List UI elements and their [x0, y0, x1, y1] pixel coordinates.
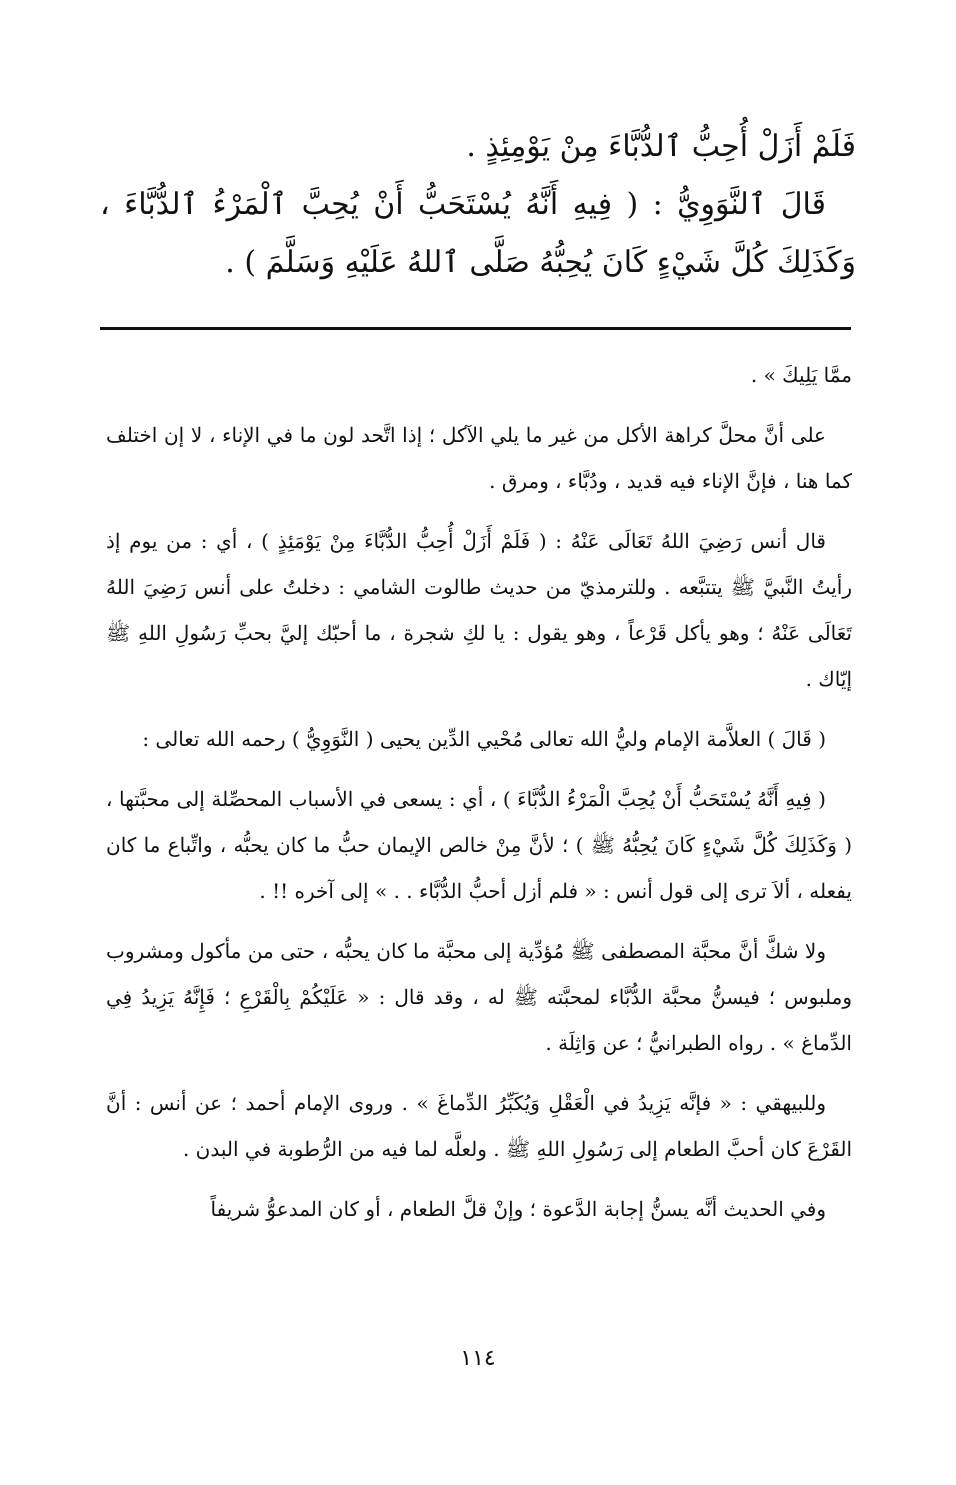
commentary-paragraph-4: ( قَالَ ) العلاَّمة الإمام وليُّ الله تعالى مُحْيي الدِّين يحيى ( النَّوَوِيُّ ) رحمه الله تعالى :: [142, 727, 826, 751]
commentary-paragraph-1: ممَّا يَلِيكَ » .: [750, 363, 852, 387]
section-divider: [100, 327, 851, 330]
matn-paragraph-2: قَالَ ٱلنَّوَوِيُّ : ( فِيهِ أَنَّهُ يُسْتَحَبُّ أَنْ يُحِبَّ ٱلْمَرْءُ ٱلدُّبَّاءَ ، وَكَذَلِكَ كُلَّ شَيْءٍ كَانَ يُحِبُّهُ صَلَّى ٱللهُ عَلَيْهِ وَسَلَّمَ ) .: [100, 187, 856, 280]
commentary-paragraph-6: ولا شكَّ أنَّ محبَّة المصطفى ﷺ مُؤدِّية إلى محبَّة ما كان يحبُّه ، حتى من مأكول ومشروب وملبوس ؛ فيسنُّ محبَّة الدُّبَّاء لمحبَّته ﷺ له ، وقد قال : « عَلَيْكُمْ بِالْقَرْعِ ؛ فَإِنَّهُ يَزِيدُ فِي الدِّماغ » . رواه الطبرانيُّ ؛ عن وَاثِلَة .: [106, 939, 852, 1055]
commentary-paragraph-3: قال أنس رَضِيَ اللهُ تَعَالَى عَنْهُ : ( فَلَمْ أَزَلْ أُحِبُّ الدُّبَّاءَ مِنْ يَوْمَئِذٍ ) ، أي : من يوم إذ رأيتُ النَّبيَّ ﷺ يتتبَّعه . وللترمذيّ من حديث طالوت الشامي : دخلتُ على أنس رَضِيَ اللهُ تَعَالَى عَنْهُ ؛ وهو يأكل قَرْعاً ، وهو يقول : يا لكِ شجرة ، ما أحبّك إليَّ بحبِّ رَسُولِ اللهِ ﷺ إيّاك .: [106, 529, 852, 691]
commentary-paragraph-7: وللبيهقي : « فإنَّه يَزِيدُ في الْعَقْلِ وَيُكَبِّرُ الدِّماغَ » . وروى الإمام أحمد ؛ عن أنس : أنَّ القَرْعَ كان أحبَّ الطعام إلى رَسُولِ اللهِ ﷺ . ولعلَّه لما فيه من الرُّطوبة في البدن .: [106, 1091, 852, 1161]
matn-line-1: فَلَمْ أَزَلْ أُحِبُّ ٱلدُّبَّاءَ مِنْ يَوْمِئِذٍ .: [466, 129, 856, 164]
commentary-paragraph-5: ( فِيهِ أَنَّهُ يُسْتَحَبُّ أَنْ يُحِبَّ الْمَرْءُ الدُّبَّاءَ ) ، أي : يسعى في الأسباب المحصِّلة إلى محبَّتها ، ( وَكَذَلِكَ كُلَّ شَيْءٍ كَانَ يُحِبُّهُ ﷺ ) ؛ لأنَّ مِنْ خالص الإيمان حبُّ ما كان يحبُّه ، واتِّباع ما كان يفعله ، ألاَ ترى إلى قول أنس : « فلم أزل أحبُّ الدُّبَّاء . . » إلى آخره !! .: [106, 787, 852, 903]
commentary-paragraph-2: على أنَّ محلَّ كراهة الأكل من غير ما يلي الآكل ؛ إذا اتَّحد لون ما في الإناء ، لا إن اختلف كما هنا ، فإنَّ الإناء فيه قديد ، ودُبَّاء ، ومرق .: [106, 423, 852, 493]
commentary-paragraph-8: وفي الحديث أنَّه يسنُّ إجابة الدَّعوة ؛ وإنْ قلَّ الطعام ، أو كان المدعوُّ شريفاً: [210, 1197, 826, 1221]
matn-text-block: [100, 118, 856, 292]
commentary-text-block: [106, 352, 852, 1246]
page-number: ١١٤: [460, 1346, 496, 1371]
